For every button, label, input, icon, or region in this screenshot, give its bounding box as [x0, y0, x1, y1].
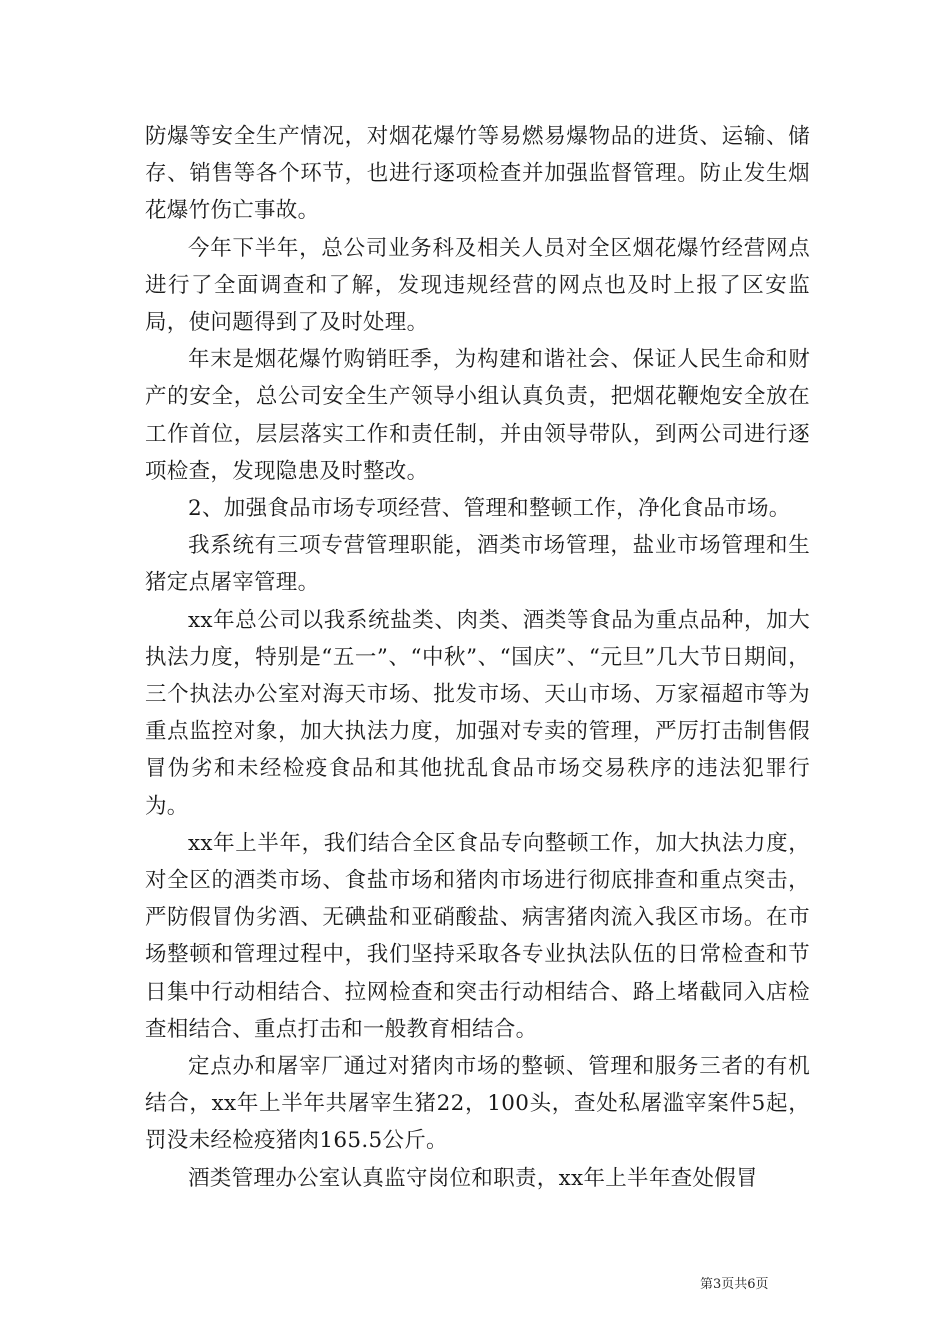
paragraph-2: 今年下半年，总公司业务科及相关人员对全区烟花爆竹经营网点进行了全面调查和了解，发现违规经营的网点也及时上报了区安监局，使问题得到了及时处理。: [145, 235, 810, 336]
paragraph-6: xx年上半年，我们结合全区食品专向整顿工作，加大执法力度，对全区的酒类市场、食盐市场和猪肉市场进行彻底排查和重点突击，严防假冒伪劣酒、无碘盐和亚硝酸盐、病害猪肉流入我区市场。在市场整顿和管理过程中，我们坚持采取各专业执法队伍的日常检查和节日集中行动相结合、拉网检查和突击行动相结合、路上堵截同入店检查相结合、重点打击和一般教育相结合。: [145, 830, 810, 1042]
paragraph-7: 定点办和屠宰厂通过对猪肉市场的整顿、管理和服务三者的有机结合，xx年上半年共屠宰生猪22，100头，查处私屠滥宰案件5起，罚没未经检疫猪肉165.5公斤。: [145, 1054, 810, 1154]
paragraph-5: xx年总公司以我系统盐类、肉类、酒类等食品为重点品种，加大执法力度，特别是“五一”、“中秋”、“国庆”、“元旦”几大节日期间，三个执法办公室对海天市场、批发市场、天山市场、万家福超市等为重点监控对象，加大执法力度，加强对专卖的管理，严厉打击制售假冒伪劣和未经检疫食品和其他扰乱食品市场交易秩序的违法犯罪行为。: [145, 607, 810, 819]
section-heading-2: 2、加强食品市场专项经营、管理和整顿工作，净化食品市场。: [188, 496, 791, 522]
page-number: 第3页共6页: [700, 1277, 769, 1292]
paragraph-8: 酒类管理办公室认真监守岗位和职责，xx年上半年查处假冒: [188, 1165, 758, 1191]
paragraph-4: 我系统有三项专营管理职能，酒类市场管理，盐业市场管理和生猪定点屠宰管理。: [145, 533, 810, 596]
document-body: [145, 118, 810, 1197]
paragraph-3: 年末是烟花爆竹购销旺季，为构建和谐社会、保证人民生命和财产的安全，总公司安全生产领导小组认真负责，把烟花鞭炮安全放在工作首位，层层落实工作和责任制，并由领导带队，到两公司进行逐项检查，发现隐患及时整改。: [145, 347, 810, 484]
paragraph-1: 防爆等安全生产情况，对烟花爆竹等易燃易爆物品的进货、运输、储存、销售等各个环节，也进行逐项检查并加强监督管理。防止发生烟花爆竹伤亡事故。: [145, 124, 810, 224]
